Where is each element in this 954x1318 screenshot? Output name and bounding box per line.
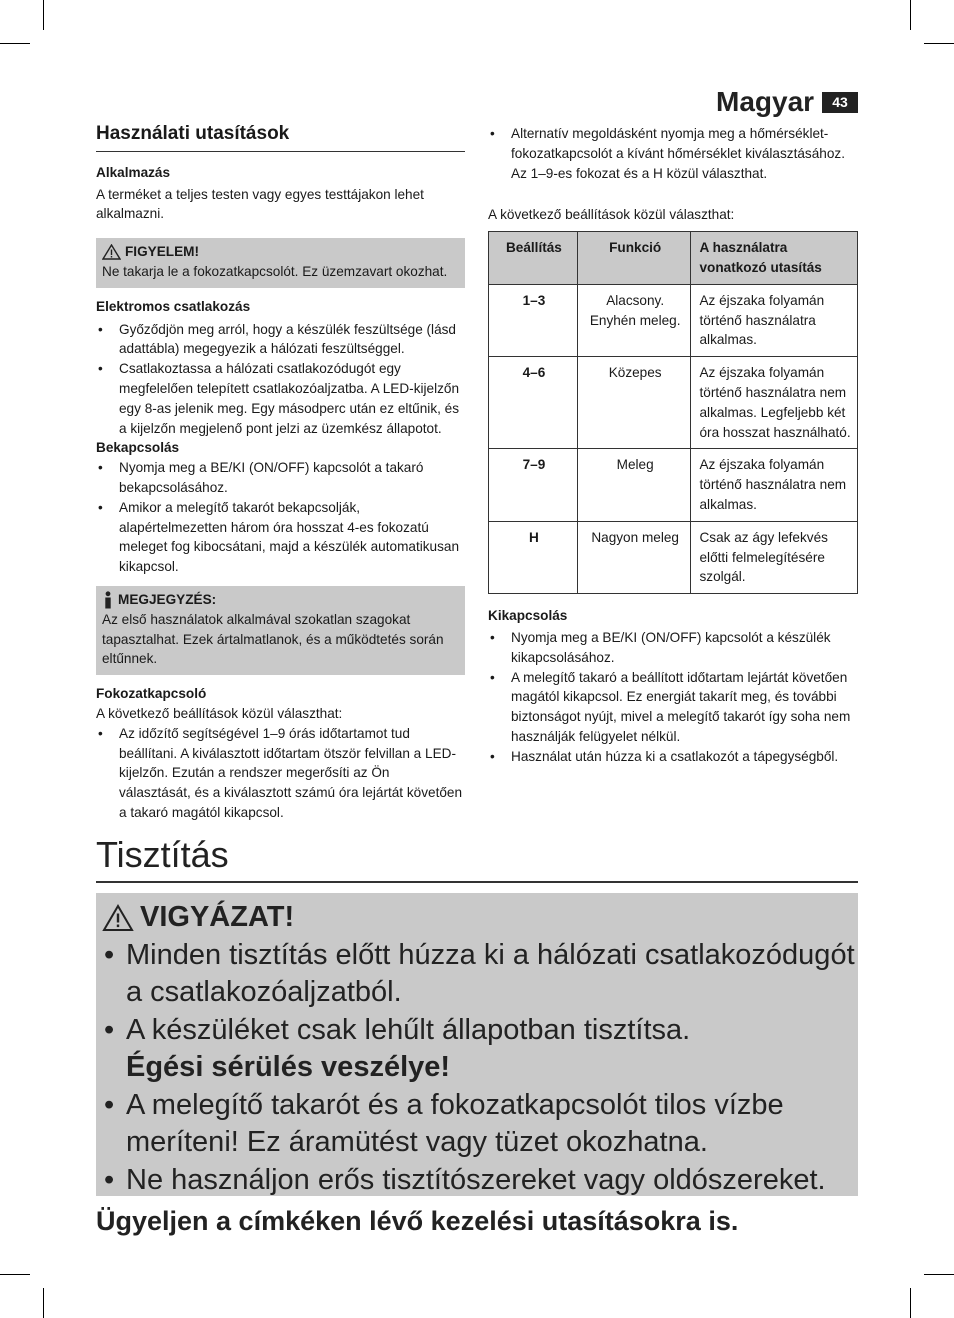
list-item: • Nyomja meg a BE/KI (ON/OFF) kapcsolót a takaró bekapcsolásához. — [96, 458, 465, 498]
table-cell: Meleg — [577, 449, 691, 521]
warning-text: Ne takarja le a fokozatkapcsolót. Ez üzemzavart okozhat. — [102, 263, 448, 279]
table-cell: 4–6 — [489, 357, 578, 449]
settings-table — [488, 231, 858, 594]
table-cell: Az éjszaka folyamán történő használatra alkalmas. — [691, 284, 858, 356]
page-number: 43 — [822, 92, 858, 113]
divider — [96, 881, 858, 883]
table-cell: H — [489, 521, 578, 593]
alternative-list — [488, 124, 858, 183]
list-item: • A melegítő takaró a beállított időtartam lejártát követően magától kikapcsol. Ez energiát takarít meg, és további biztonságot nyújt, mivel a melegítő takarót így soha nem használják felügyelet nélkül. — [488, 668, 858, 747]
crop-mark — [910, 1288, 911, 1318]
info-icon — [102, 591, 114, 609]
warning-triangle-icon — [102, 244, 121, 260]
list-item: • Ne használjon erős tisztítószereket vagy oldószereket. — [102, 1162, 858, 1200]
list-item: • Nyomja meg a BE/KI (ON/OFF) kapcsolót a készülék kikapcsolásához. — [488, 628, 858, 668]
kikapcsolas-list — [488, 628, 858, 767]
table-row — [489, 357, 858, 449]
table-cell: Nagyon meleg — [577, 521, 691, 593]
table-row — [489, 449, 858, 521]
table-intro: A következő beállítások közül választhat: — [488, 207, 735, 223]
list-item: • Használat után húzza ki a csatlakozót a tápegységből. — [488, 747, 858, 767]
table-cell: Az éjszaka folyamán történő használatra nem alkalmas. — [691, 449, 858, 521]
fokozat-heading: Fokozatkapcsoló — [96, 686, 207, 702]
list-item: • Az időzítő segítségével 1–9 órás időtartamot tud beállítani. A kiválasztott időtartam ötször felvillan a LED-kijelzőn. Ezután a rendszer megerősíti az Ön választását, és a kiválasztott számú óra lejártát követően a takaró magától kikapcsol. — [96, 724, 465, 823]
note-text: Az első használatok alkalmával szokatlan szagokat tapasztalhat. Ezek ártalmatlanok, és a működtetés során eltűnnek. — [102, 611, 444, 667]
label-instructions-note: Ügyeljen a címkéken lévő kezelési utasításokra is. — [96, 1206, 739, 1236]
list-item — [102, 1012, 858, 1087]
crop-mark — [924, 1274, 954, 1275]
list-item: • Csatlakoztassa a hálózati csatlakozódugót egy megfelelően telepített csatlakozóaljzatba. A LED-kijelzőn egy 8-as jelenik meg. Egy másodperc után ez eltűnik, és a kijelzőn megjelenő pont jelzi az üzemkész állapotot. — [96, 359, 465, 438]
cleaning-warning-list — [102, 937, 858, 1200]
table-cell: 7–9 — [489, 449, 578, 521]
table-cell: Csak az ágy lefekvés előtti felmelegítésére szolgál. — [691, 521, 858, 593]
list-item: • Amikor a melegítő takarót bekapcsolják, alapértelmezetten három óra hosszat 4-es fokozatú meleget fog kibocsátani, majd a készülék automatikusan kikapcsol. — [96, 498, 465, 577]
warning-box — [96, 238, 465, 288]
elektromos-list — [96, 320, 465, 439]
fokozat-intro: A következő beállítások közül választhat: — [96, 705, 343, 721]
table-cell: Közepes — [577, 357, 691, 449]
table-row — [489, 284, 858, 356]
alkalmazas-heading: Alkalmazás — [96, 164, 171, 180]
table-header-row — [489, 232, 858, 285]
list-item: • A melegítő takarót és a fokozatkapcsolót tilos vízbe meríteni! Ez áramütést vagy tüzet okozhatna. — [102, 1087, 858, 1162]
bekapcsolas-heading: Bekapcsolás — [96, 440, 180, 456]
table-header-cell: Beállítás — [489, 232, 578, 285]
crop-mark — [0, 1274, 30, 1275]
section-title: Használati utasítások — [96, 124, 465, 152]
crop-mark — [924, 43, 954, 44]
burn-warning: Égési sérülés veszélye! — [126, 1051, 451, 1083]
bekapcsolas-list — [96, 458, 465, 577]
crop-mark — [0, 43, 30, 44]
list-item-text: A készüléket csak lehűlt állapotban tisztítsa. — [126, 1013, 691, 1046]
warning-title: FIGYELEM! — [125, 244, 200, 260]
table-cell: 1–3 — [489, 284, 578, 356]
list-item: • Győződjön meg arról, hogy a készülék feszültsége (lásd adattábla) megegyezik a hálózati feszültséggel. — [96, 320, 465, 360]
note-box — [96, 586, 465, 675]
cleaning-warning-box — [96, 893, 858, 1196]
cleaning-title: Tisztítás — [96, 834, 229, 875]
kikapcsolas-heading: Kikapcsolás — [488, 608, 568, 624]
crop-mark — [910, 0, 911, 30]
table-header-cell: A használatra vonatkozó utasítás — [691, 232, 858, 285]
warning-triangle-icon — [102, 904, 134, 932]
table-cell: Alacsony. Enyhén meleg. — [577, 284, 691, 356]
cleaning-warning-title: VIGYÁZAT! — [140, 901, 295, 933]
elektromos-heading: Elektromos csatlakozás — [96, 298, 251, 314]
left-column — [96, 124, 465, 823]
right-column — [488, 124, 858, 767]
note-title: MEGJEGYZÉS: — [118, 591, 217, 607]
list-item: • Minden tisztítás előtt húzza ki a hálózati csatlakozódugót a csatlakozóaljzatból. — [102, 937, 858, 1012]
list-item: • Alternatív megoldásként nyomja meg a hőmérséklet-fokozatkapcsolót a kívánt hőmérséklet kiválasztásához. Az 1–9-es fokozat és a H közül választhat. — [488, 124, 858, 183]
table-cell: Az éjszaka folyamán történő használatra nem alkalmas. Legfeljebb két óra hosszat használható. — [691, 357, 858, 449]
table-header-cell: Funkció — [577, 232, 691, 285]
language-label: Magyar — [716, 86, 815, 117]
fokozat-list — [96, 724, 465, 823]
alkalmazas-text: A terméket a teljes testen vagy egyes testtájakon lehet alkalmazni. — [96, 186, 424, 222]
crop-mark — [43, 1288, 44, 1318]
crop-mark — [43, 0, 44, 30]
table-row — [489, 521, 858, 593]
